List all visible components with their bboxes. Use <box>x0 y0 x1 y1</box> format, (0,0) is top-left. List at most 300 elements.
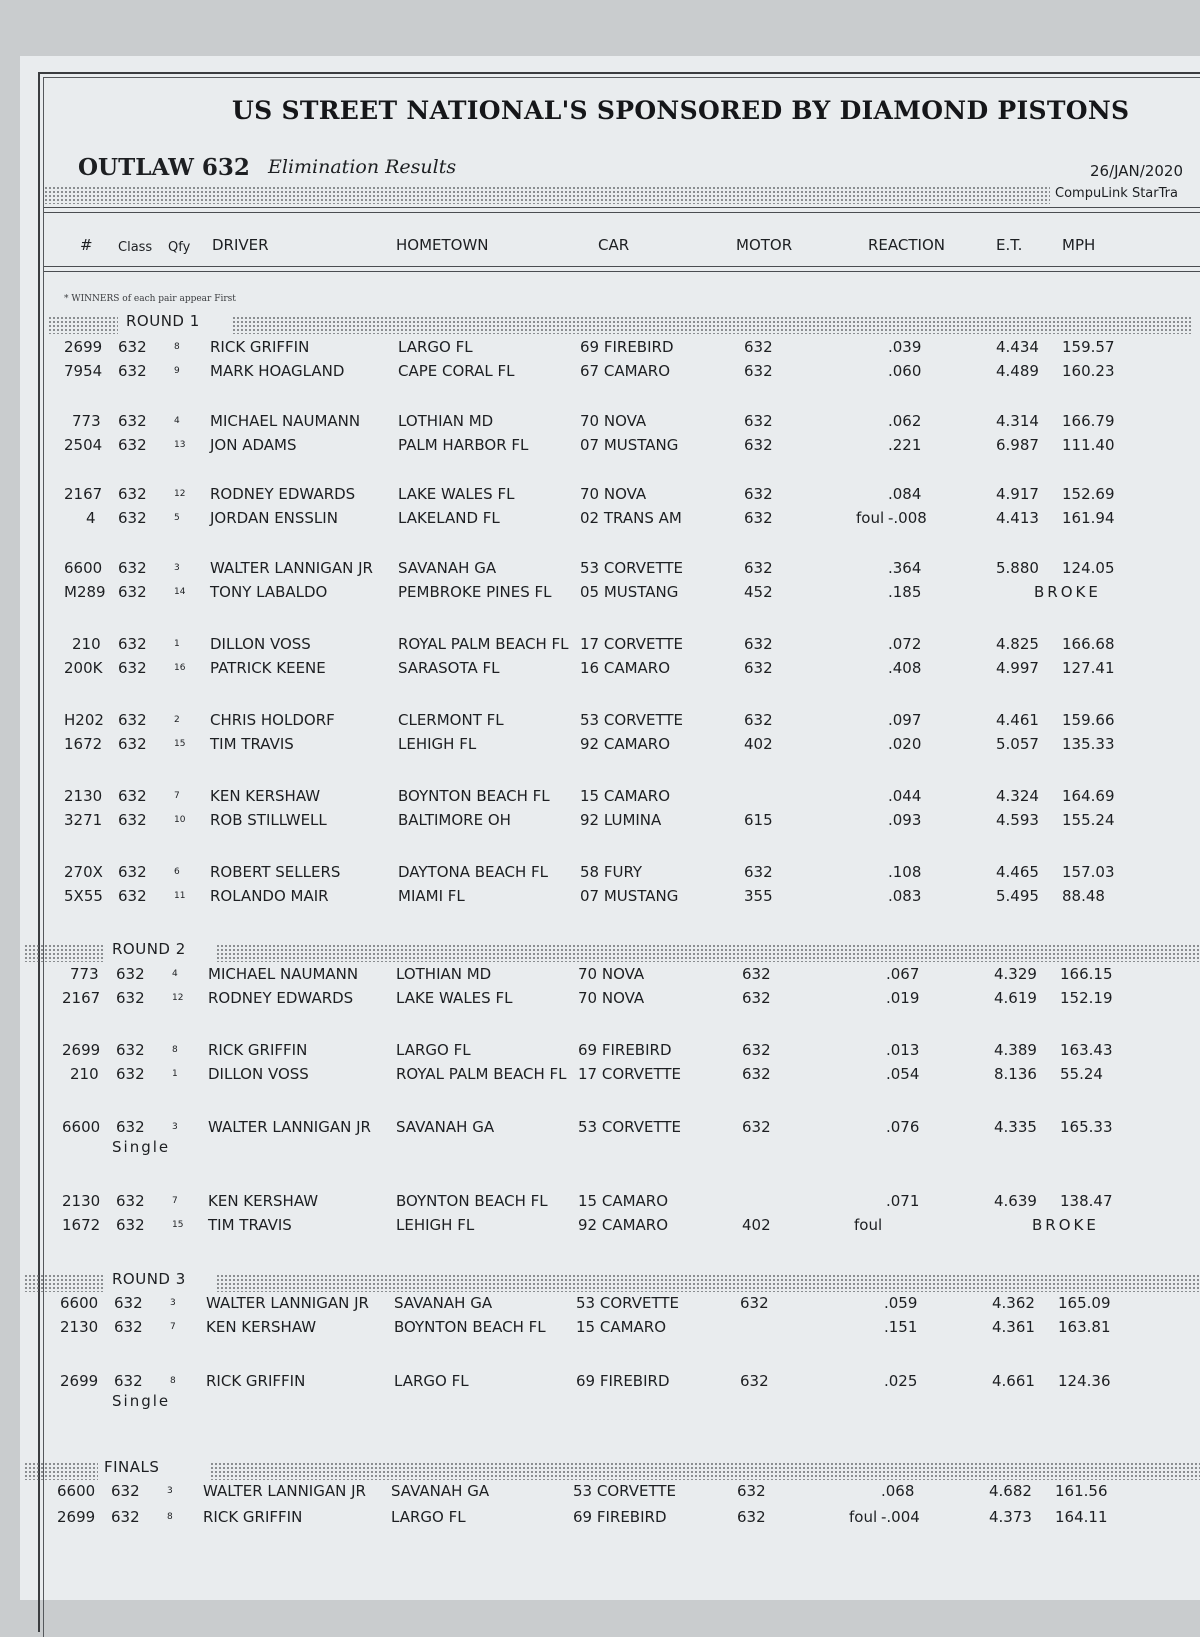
elapsed-time: 4.362 <box>992 1294 1035 1312</box>
car-number: 2130 <box>60 1318 99 1336</box>
class-value: 632 <box>116 1041 145 1059</box>
driver-name: DILLON VOSS <box>210 635 311 653</box>
car-model: 05 MUSTANG <box>580 583 679 601</box>
motor-size: 632 <box>740 1372 769 1390</box>
driver-name: RODNEY EDWARDS <box>210 485 356 503</box>
speed-mph: 163.43 <box>1060 1041 1113 1059</box>
class-value: 632 <box>114 1372 143 1390</box>
driver-name: TIM TRAVIS <box>208 1216 292 1234</box>
class-value: 632 <box>116 1118 145 1136</box>
car-number: 2699 <box>64 338 103 356</box>
reaction-time: .060 <box>888 362 922 380</box>
car-model: 15 CAMARO <box>576 1318 667 1336</box>
motor-size: 355 <box>744 887 773 905</box>
round-dot-band <box>24 1462 98 1480</box>
driver-name: MICHAEL NAUMANN <box>208 965 359 983</box>
hometown: LARGO FL <box>391 1508 466 1526</box>
speed-mph: 138.47 <box>1060 1192 1113 1210</box>
hometown: DAYTONA BEACH FL <box>398 863 549 881</box>
motor-size: 632 <box>742 965 771 983</box>
motor-size: 632 <box>744 412 773 430</box>
elapsed-time: 4.997 <box>996 659 1039 677</box>
car-number: 1672 <box>64 735 103 753</box>
driver-name: JON ADAMS <box>210 436 297 454</box>
speed-mph: 157.03 <box>1062 863 1115 881</box>
columns-rule-top <box>44 266 1200 267</box>
hometown: LAKE WALES FL <box>398 485 515 503</box>
speed-mph: 165.33 <box>1060 1118 1113 1136</box>
car-model: 92 CAMARO <box>578 1216 669 1234</box>
header-dot-band <box>44 186 1050 204</box>
car-model: 92 CAMARO <box>580 735 671 753</box>
car-number: 210 <box>70 1065 99 1083</box>
car-model: 69 FIREBIRD <box>578 1041 672 1059</box>
car-number: 5X55 <box>64 887 103 905</box>
round-dot-band <box>216 944 1200 962</box>
hometown: LEHIGH FL <box>396 1216 475 1234</box>
qualifying-position: 8 <box>170 1376 176 1386</box>
motor-size: 632 <box>744 509 773 527</box>
class-value: 632 <box>116 1192 145 1210</box>
class-value: 632 <box>116 989 145 1007</box>
reaction-time: .221 <box>888 436 922 454</box>
hometown: SAVANAH GA <box>391 1482 490 1500</box>
elapsed-time: 6.987 <box>996 436 1039 454</box>
car-number: 773 <box>70 965 99 983</box>
elapsed-time: 8.136 <box>994 1065 1037 1083</box>
class-value: 632 <box>118 863 147 881</box>
class-value: 632 <box>116 1065 145 1083</box>
car-number: 773 <box>72 412 101 430</box>
speed-mph: 152.69 <box>1062 485 1115 503</box>
car-model: 17 CORVETTE <box>580 635 684 653</box>
motor-size: 615 <box>744 811 773 829</box>
class-value: 632 <box>118 887 147 905</box>
event-title: OUTLAW 632 <box>78 154 250 181</box>
class-value: 632 <box>118 509 147 527</box>
round-dot-band <box>210 1462 1200 1480</box>
driver-name: RICK GRIFFIN <box>203 1508 303 1526</box>
elapsed-time: 4.825 <box>996 635 1039 653</box>
hometown: LARGO FL <box>394 1372 469 1390</box>
round-dot-band <box>24 1274 104 1292</box>
speed-mph: 159.66 <box>1062 711 1115 729</box>
driver-name: KEN KERSHAW <box>208 1192 319 1210</box>
car-model: 07 MUSTANG <box>580 436 679 454</box>
class-value: 632 <box>114 1318 143 1336</box>
driver-name: PATRICK KEENE <box>210 659 326 677</box>
class-value: 632 <box>118 436 147 454</box>
qualifying-position: 2 <box>174 715 180 725</box>
class-value: 632 <box>118 362 147 380</box>
qualifying-position: 15 <box>174 739 186 749</box>
elapsed-time: 4.639 <box>994 1192 1037 1210</box>
driver-name: WALTER LANNIGAN JR <box>208 1118 371 1136</box>
hometown: ROYAL PALM BEACH FL <box>398 635 569 653</box>
car-model: 58 FURY <box>580 863 643 881</box>
car-number: 7954 <box>64 362 103 380</box>
round-dot-band <box>48 316 118 334</box>
motor-size: 402 <box>744 735 773 753</box>
qualifying-position: 1 <box>172 1069 178 1079</box>
timing-system: CompuLink StarTra <box>1055 186 1178 201</box>
speed-mph: 135.33 <box>1062 735 1115 753</box>
car-model: 69 FIREBIRD <box>580 338 674 356</box>
hometown: PEMBROKE PINES FL <box>398 583 552 601</box>
hometown: LARGO FL <box>398 338 473 356</box>
elapsed-time: 4.434 <box>996 338 1039 356</box>
qualifying-position: 7 <box>174 791 180 801</box>
reaction-time: .025 <box>884 1372 918 1390</box>
round-dot-band <box>24 944 104 962</box>
columns-rule-bottom <box>44 271 1200 272</box>
car-model: 53 CORVETTE <box>580 711 684 729</box>
speed-mph: 124.36 <box>1058 1372 1111 1390</box>
col-car-header: CAR <box>598 236 630 254</box>
speed-mph: 55.24 <box>1060 1065 1103 1083</box>
elapsed-time: 4.489 <box>996 362 1039 380</box>
driver-name: RICK GRIFFIN <box>210 338 310 356</box>
car-model: 02 TRANS AM <box>580 509 682 527</box>
page-title: US STREET NATIONAL'S SPONSORED BY DIAMOND PISTONS <box>232 96 1130 125</box>
single-run-label: Single <box>112 1392 171 1410</box>
speed-mph: 155.24 <box>1062 811 1115 829</box>
qualifying-position: 3 <box>172 1122 178 1132</box>
round-label: ROUND 2 <box>108 940 190 958</box>
driver-name: WALTER LANNIGAN JR <box>210 559 373 577</box>
speed-mph: 164.11 <box>1055 1508 1108 1526</box>
car-number: 210 <box>72 635 101 653</box>
reaction-time: .044 <box>888 787 922 805</box>
class-value: 632 <box>118 412 147 430</box>
class-value: 632 <box>118 635 147 653</box>
page-frame-inner <box>43 77 1200 1637</box>
qualifying-position: 13 <box>174 440 186 450</box>
qualifying-position: 4 <box>172 969 178 979</box>
car-number: 270X <box>64 863 103 881</box>
hometown: SAVANAH GA <box>394 1294 493 1312</box>
speed-mph: 127.41 <box>1062 659 1115 677</box>
qualifying-position: 9 <box>174 366 180 376</box>
motor-size: 632 <box>744 635 773 653</box>
hometown: LEHIGH FL <box>398 735 477 753</box>
hometown: LOTHIAN MD <box>398 412 494 430</box>
event-subtitle: Elimination Results <box>268 156 457 178</box>
reaction-time: .408 <box>888 659 922 677</box>
car-model: 15 CAMARO <box>580 787 671 805</box>
elapsed-time: 4.389 <box>994 1041 1037 1059</box>
car-model: 15 CAMARO <box>578 1192 669 1210</box>
driver-name: TIM TRAVIS <box>210 735 294 753</box>
speed-mph: 161.56 <box>1055 1482 1108 1500</box>
motor-size: 632 <box>744 559 773 577</box>
motor-size: 632 <box>737 1482 766 1500</box>
elapsed-time: 5.057 <box>996 735 1039 753</box>
hometown: CAPE CORAL FL <box>398 362 515 380</box>
foul-flag: foul <box>856 509 885 527</box>
motor-size: 632 <box>744 436 773 454</box>
motor-size: 632 <box>744 338 773 356</box>
elapsed-time: 5.880 <box>996 559 1039 577</box>
elapsed-time: 4.461 <box>996 711 1039 729</box>
driver-name: CHRIS HOLDORF <box>210 711 335 729</box>
motor-size: 632 <box>744 863 773 881</box>
elapsed-time: 4.373 <box>989 1508 1032 1526</box>
speed-mph: 164.69 <box>1062 787 1115 805</box>
speed-mph: 124.05 <box>1062 559 1115 577</box>
reaction-time: .093 <box>888 811 922 829</box>
car-model: 07 MUSTANG <box>580 887 679 905</box>
col-class-header: Class <box>118 240 153 255</box>
speed-mph: 163.81 <box>1058 1318 1111 1336</box>
hometown: LAKELAND FL <box>398 509 500 527</box>
class-value: 632 <box>116 965 145 983</box>
col-et-header: E.T. <box>996 236 1023 254</box>
speed-mph: 166.15 <box>1060 965 1113 983</box>
driver-name: MARK HOAGLAND <box>210 362 345 380</box>
class-value: 632 <box>114 1294 143 1312</box>
car-number: 2167 <box>62 989 101 1007</box>
broke-status: BROKE <box>1034 583 1101 601</box>
round-dot-band <box>216 1274 1200 1292</box>
speed-mph: 159.57 <box>1062 338 1115 356</box>
car-number: H202 <box>64 711 104 729</box>
reaction-time: .084 <box>888 485 922 503</box>
driver-name: MICHAEL NAUMANN <box>210 412 361 430</box>
hometown: MIAMI FL <box>398 887 465 905</box>
car-model: 69 FIREBIRD <box>576 1372 670 1390</box>
car-number: 2699 <box>62 1041 101 1059</box>
hometown: BALTIMORE OH <box>398 811 511 829</box>
car-model: 53 CORVETTE <box>576 1294 680 1312</box>
qualifying-position: 7 <box>170 1322 176 1332</box>
car-number: 6600 <box>60 1294 99 1312</box>
reaction-time: .054 <box>886 1065 920 1083</box>
motor-size: 402 <box>742 1216 771 1234</box>
hometown: CLERMONT FL <box>398 711 504 729</box>
round-label: ROUND 1 <box>122 312 204 330</box>
car-model: 53 CORVETTE <box>578 1118 682 1136</box>
col-reaction-header: REACTION <box>868 236 945 254</box>
car-number: 6600 <box>64 559 103 577</box>
elapsed-time: 4.465 <box>996 863 1039 881</box>
hometown: SARASOTA FL <box>398 659 500 677</box>
class-value: 632 <box>118 485 147 503</box>
driver-name: DILLON VOSS <box>208 1065 309 1083</box>
reaction-time: .083 <box>888 887 922 905</box>
speed-mph: 152.19 <box>1060 989 1113 1007</box>
header-rule-top <box>44 207 1200 208</box>
qualifying-position: 16 <box>174 663 186 673</box>
class-value: 632 <box>111 1508 140 1526</box>
hometown: BOYNTON BEACH FL <box>396 1192 548 1210</box>
reaction-time: .151 <box>884 1318 918 1336</box>
driver-name: ROB STILLWELL <box>210 811 327 829</box>
driver-name: KEN KERSHAW <box>210 787 321 805</box>
driver-name: WALTER LANNIGAN JR <box>206 1294 369 1312</box>
car-number: 2699 <box>60 1372 99 1390</box>
hometown: SAVANAH GA <box>398 559 497 577</box>
speed-mph: 160.23 <box>1062 362 1115 380</box>
class-value: 632 <box>118 659 147 677</box>
speed-mph: 165.09 <box>1058 1294 1111 1312</box>
car-number: 2130 <box>64 787 103 805</box>
class-value: 632 <box>118 338 147 356</box>
qualifying-position: 5 <box>174 513 180 523</box>
motor-size: 452 <box>744 583 773 601</box>
elapsed-time: 5.495 <box>996 887 1039 905</box>
reaction-time: .071 <box>886 1192 920 1210</box>
elapsed-time: 4.329 <box>994 965 1037 983</box>
driver-name: TONY LABALDO <box>210 583 328 601</box>
reaction-time: -.008 <box>888 509 927 527</box>
foul-flag: foul <box>849 1508 878 1526</box>
motor-size: 632 <box>744 362 773 380</box>
driver-name: JORDAN ENSSLIN <box>210 509 338 527</box>
motor-size: 632 <box>737 1508 766 1526</box>
reaction-time: .108 <box>888 863 922 881</box>
qualifying-position: 8 <box>174 342 180 352</box>
elapsed-time: 4.324 <box>996 787 1039 805</box>
car-model: 53 CORVETTE <box>580 559 684 577</box>
hometown: BOYNTON BEACH FL <box>398 787 550 805</box>
car-model: 70 NOVA <box>578 965 645 983</box>
class-value: 632 <box>116 1216 145 1234</box>
qualifying-position: 6 <box>174 867 180 877</box>
hometown: ROYAL PALM BEACH FL <box>396 1065 567 1083</box>
car-number: 4 <box>86 509 96 527</box>
car-number: 2699 <box>57 1508 96 1526</box>
qualifying-position: 14 <box>174 587 186 597</box>
reaction-time: .068 <box>881 1482 915 1500</box>
hometown: BOYNTON BEACH FL <box>394 1318 546 1336</box>
qualifying-position: 12 <box>174 489 186 499</box>
car-number: 1672 <box>62 1216 101 1234</box>
hometown: PALM HARBOR FL <box>398 436 529 454</box>
motor-size: 632 <box>744 711 773 729</box>
car-model: 70 NOVA <box>580 412 647 430</box>
driver-name: ROBERT SELLERS <box>210 863 341 881</box>
qualifying-position: 4 <box>174 416 180 426</box>
driver-name: RICK GRIFFIN <box>208 1041 308 1059</box>
car-model: 16 CAMARO <box>580 659 671 677</box>
round-label: FINALS <box>100 1458 163 1476</box>
qualifying-position: 7 <box>172 1196 178 1206</box>
col-num-header: # <box>80 236 93 254</box>
qualifying-position: 12 <box>172 993 184 1003</box>
reaction-time: .185 <box>888 583 922 601</box>
qualifying-position: 3 <box>170 1298 176 1308</box>
qualifying-position: 10 <box>174 815 186 825</box>
hometown: SAVANAH GA <box>396 1118 495 1136</box>
car-number: 2504 <box>64 436 103 454</box>
col-driver-header: DRIVER <box>212 236 269 254</box>
class-value: 632 <box>118 711 147 729</box>
elapsed-time: 4.361 <box>992 1318 1035 1336</box>
hometown: LAKE WALES FL <box>396 989 513 1007</box>
car-model: 92 LUMINA <box>580 811 662 829</box>
class-value: 632 <box>118 559 147 577</box>
reaction-time: .072 <box>888 635 922 653</box>
speed-mph: 111.40 <box>1062 436 1115 454</box>
driver-name: WALTER LANNIGAN JR <box>203 1482 366 1500</box>
driver-name: RODNEY EDWARDS <box>208 989 354 1007</box>
qualifying-position: 8 <box>172 1045 178 1055</box>
qualifying-position: 1 <box>174 639 180 649</box>
hometown: LARGO FL <box>396 1041 471 1059</box>
class-value: 632 <box>118 787 147 805</box>
single-run-label: Single <box>112 1138 171 1156</box>
car-model: 70 NOVA <box>580 485 647 503</box>
speed-mph: 166.68 <box>1062 635 1115 653</box>
class-value: 632 <box>118 735 147 753</box>
speed-mph: 88.48 <box>1062 887 1105 905</box>
car-number: 6600 <box>62 1118 101 1136</box>
round-dot-band <box>232 316 1192 334</box>
reaction-time: .019 <box>886 989 920 1007</box>
speed-mph: 161.94 <box>1062 509 1115 527</box>
car-number: 3271 <box>64 811 103 829</box>
driver-name: KEN KERSHAW <box>206 1318 317 1336</box>
car-model: 69 FIREBIRD <box>573 1508 667 1526</box>
col-motor-header: MOTOR <box>736 236 793 254</box>
reaction-time: .062 <box>888 412 922 430</box>
elapsed-time: 4.593 <box>996 811 1039 829</box>
motor-size: 632 <box>742 1065 771 1083</box>
motor-size: 632 <box>742 1118 771 1136</box>
reaction-time: .364 <box>888 559 922 577</box>
qualifying-position: 3 <box>167 1486 173 1496</box>
driver-name: RICK GRIFFIN <box>206 1372 306 1390</box>
reaction-time: .039 <box>888 338 922 356</box>
winners-note: * WINNERS of each pair appear First <box>64 294 236 304</box>
motor-size: 632 <box>742 1041 771 1059</box>
col-qfy-header: Qfy <box>168 240 191 255</box>
qualifying-position: 8 <box>167 1512 173 1522</box>
elapsed-time: 4.335 <box>994 1118 1037 1136</box>
reaction-time: .020 <box>888 735 922 753</box>
reaction-time: -.004 <box>881 1508 920 1526</box>
car-number: 6600 <box>57 1482 96 1500</box>
motor-size: 632 <box>744 659 773 677</box>
elapsed-time: 4.917 <box>996 485 1039 503</box>
elapsed-time: 4.682 <box>989 1482 1032 1500</box>
reaction-time: .013 <box>886 1041 920 1059</box>
elapsed-time: 4.314 <box>996 412 1039 430</box>
driver-name: ROLANDO MAIR <box>210 887 329 905</box>
motor-size: 632 <box>744 485 773 503</box>
car-model: 53 CORVETTE <box>573 1482 677 1500</box>
reaction-time: .067 <box>886 965 920 983</box>
reaction-time: .076 <box>886 1118 920 1136</box>
speed-mph: 166.79 <box>1062 412 1115 430</box>
foul-flag: foul <box>854 1216 883 1234</box>
header-rule-bottom <box>44 212 1200 213</box>
elapsed-time: 4.619 <box>994 989 1037 1007</box>
motor-size: 632 <box>742 989 771 1007</box>
car-model: 67 CAMARO <box>580 362 671 380</box>
car-number: 200K <box>64 659 103 677</box>
elapsed-time: 4.413 <box>996 509 1039 527</box>
class-value: 632 <box>118 811 147 829</box>
elapsed-time: 4.661 <box>992 1372 1035 1390</box>
broke-status: BROKE <box>1032 1216 1099 1234</box>
class-value: 632 <box>111 1482 140 1500</box>
round-label: ROUND 3 <box>108 1270 190 1288</box>
qualifying-position: 11 <box>174 891 186 901</box>
reaction-time: .097 <box>888 711 922 729</box>
car-number: 2167 <box>64 485 103 503</box>
